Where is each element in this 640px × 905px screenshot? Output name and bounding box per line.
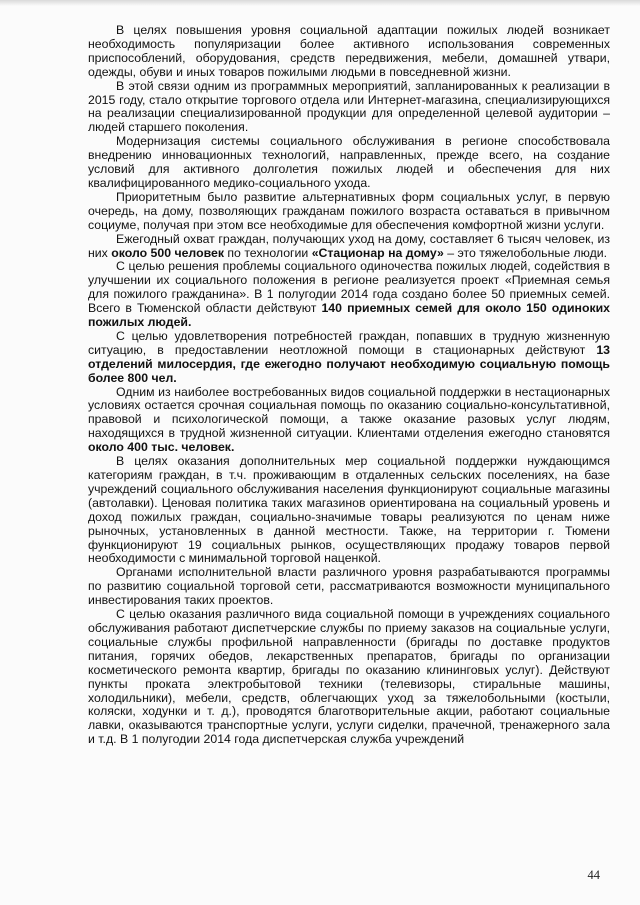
text-run: В целях повышения уровня социальной адаптации пожилых людей возникает необходимость популяризации более активного использования современных приспособлений, оборудования, средств передвижения, мебели, домашней утвари, одежды, обуви и иных товаров пожилыми людьми в повседневной жизни. — [88, 23, 610, 79]
paragraph — [88, 260, 610, 330]
text-run: С целью решения проблемы социального одиночества пожилых людей, содействия в улучшении их социального положения в регионе реализуется проект «Приемная семья для пожилого гражданина». В 1 полугодии 2014 года создано более 50 приемных семей. Всего в Тюменской области действуют — [88, 259, 610, 316]
text-run: Приоритетным было развитие альтернативных форм социальных услуг, в первую очередь, на дому, позволяющих гражданам пожилого возраста оставаться в привычном социуме, получая при этом все необходимые для обеспечения комфортной жизни услуги. — [88, 189, 610, 232]
bold-text: 13 отделений милосердия, где ежегодно получают необходимую социальную помощь более 800 чел. — [88, 342, 610, 385]
paragraph — [88, 191, 610, 233]
bold-text: «Стационар на дому» — [311, 245, 444, 260]
text-run: Одним из наиболее востребованных видов социальной поддержки в нестационарных условиях остается срочная социальная помощь по оказанию социально-консультативной, правовой и психологической помощи, а также оказание разовых услуг людям, находящихся в трудной жизненной ситуации. Клиентами отделения ежегодно становятся — [88, 384, 610, 441]
text-run: С целью оказания различного вида социальной помощи в учреждениях социального обслуживания работают диспетчерские службы по приему заказов на социальные услуги, социальные службы профильной направленности (бригады по доставке продуктов питания, горячих обедов, лекарственных препаратов, бригады по организации косметического ремонта квартир, бригады по оказанию клининговых услуг). Действуют пункты проката электробытовой техники (телевизоры, стиральные машины, холодильники), мебели, средств, облегчающих уход за тяжелобольными (костыли, коляски, ходунки и т. д.), проводятся благотворительные акции, работают социальные лавки, оказываются транспортные услуги, услуги сиделки, прачечной, тренажерного зала и т.д. В 1 полугодии 2014 года диспетчерская служба учреждений — [88, 607, 610, 747]
paragraph — [88, 566, 610, 608]
text-run: Ежегодный охват граждан, получающих уход на дому, составляет 6 тысяч человек, из них — [88, 231, 610, 260]
paragraph — [88, 330, 610, 386]
text-run: Модернизация системы социального обслуживания в регионе способствовала внедрению инновационных технологий, направленных, прежде всего, на создание условий для активного долголетия пожилых людей и обеспечения для них квалифицированного медико-социального ухода. — [88, 134, 610, 190]
text-run: В этой связи одним из программных мероприятий, запланированных к реализации в 2015 году, стало открытие торгового отдела или Интернет-магазина, специализирующихся на реализации специализированной продукции для определенной целевой аудитории – людей старшего поколения. — [88, 78, 610, 135]
paragraph — [88, 24, 610, 80]
page-number: 44 — [587, 868, 600, 882]
paragraph — [88, 233, 610, 261]
paragraph — [88, 135, 610, 191]
text-run: по технологии — [223, 245, 312, 260]
scan-top-edge — [0, 0, 640, 6]
text-run: С целью удовлетворения потребностей граждан, попавших в трудную жизненную ситуацию, в предоставлении неотложной помощи в стационарных действуют — [88, 328, 610, 357]
paragraph — [88, 608, 610, 747]
paragraph — [88, 386, 610, 456]
paragraph — [88, 80, 610, 136]
text-run: – это тяжелобольные люди. — [443, 245, 608, 260]
text-run: В целях оказания дополнительных мер социальной поддержки нуждающимся категориям граждан, в т.ч. проживающим в отдаленных сельских поселениях, на базе учреждений социального обслуживания населения функционируют социальные магазины (автолавки). Ценовая политика таких магазинов ориентирована на социальный уровень и доход пожилых граждан, социально-значимые товары реализуются по ценам ниже рыночных, установленных в данной местности. Также, на территории г. Тюмени функционируют 19 социальных рынков, осуществляющих продажу товаров первой необходимости с минимальной торговой наценкой. — [88, 454, 610, 566]
bold-text: около 400 тыс. человек. — [88, 440, 235, 455]
paragraph — [88, 455, 610, 566]
text-run: Органами исполнительной власти различного уровня разрабатываются программы по развитию социальной торговой сети, рассматриваются возможности муниципального инвестирования таких проектов. — [88, 565, 610, 608]
bold-text: около 500 человек — [111, 245, 224, 260]
bold-text: 140 приемных семей для около 150 одиноких пожилых людей. — [88, 301, 611, 330]
body-text — [88, 24, 610, 747]
